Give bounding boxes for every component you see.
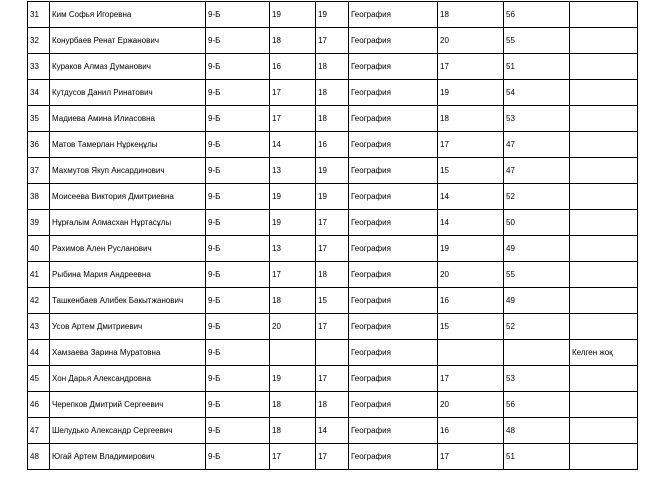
- student-name: Матов Тамерлан Нұркеңұлы: [50, 132, 206, 158]
- subject-cell: География: [349, 340, 438, 366]
- score-1: 19: [270, 184, 316, 210]
- subject-cell: География: [349, 444, 438, 470]
- row-number: 37: [28, 158, 50, 184]
- score-3: 16: [438, 418, 504, 444]
- score-2: 19: [316, 158, 349, 184]
- student-name: Кутдусов Данил Ринатович: [50, 80, 206, 106]
- subject-cell: География: [349, 418, 438, 444]
- student-name: Махмутов Якуп Ансардинович: [50, 158, 206, 184]
- total-score: 52: [504, 314, 570, 340]
- row-number: 46: [28, 392, 50, 418]
- score-1: 13: [270, 236, 316, 262]
- subject-cell: География: [349, 210, 438, 236]
- total-score: 50: [504, 210, 570, 236]
- class-cell: 9-Б: [206, 236, 270, 262]
- total-score: 56: [504, 2, 570, 28]
- score-2: 16: [316, 132, 349, 158]
- score-3: 15: [438, 314, 504, 340]
- subject-cell: География: [349, 28, 438, 54]
- score-3: 18: [438, 106, 504, 132]
- score-1: 13: [270, 158, 316, 184]
- row-number: 44: [28, 340, 50, 366]
- subject-cell: География: [349, 366, 438, 392]
- subject-cell: География: [349, 288, 438, 314]
- score-1: 19: [270, 2, 316, 28]
- row-number: 41: [28, 262, 50, 288]
- note-cell: [570, 158, 638, 184]
- class-cell: 9-Б: [206, 340, 270, 366]
- table-row: [28, 80, 638, 106]
- score-1: 19: [270, 366, 316, 392]
- table-row: [28, 158, 638, 184]
- note-cell: [570, 418, 638, 444]
- total-score: 47: [504, 132, 570, 158]
- score-3: 17: [438, 54, 504, 80]
- note-cell: [570, 54, 638, 80]
- class-cell: 9-Б: [206, 184, 270, 210]
- total-score: 47: [504, 158, 570, 184]
- class-cell: 9-Б: [206, 2, 270, 28]
- note-cell: [570, 236, 638, 262]
- class-cell: 9-Б: [206, 80, 270, 106]
- score-1: 16: [270, 54, 316, 80]
- subject-cell: География: [349, 132, 438, 158]
- results-sheet: [27, 1, 638, 470]
- subject-cell: География: [349, 158, 438, 184]
- score-3: [438, 340, 504, 366]
- score-1: 18: [270, 418, 316, 444]
- student-name: Черепков Дмитрий Сергеевич: [50, 392, 206, 418]
- table-row: [28, 54, 638, 80]
- score-3: 15: [438, 158, 504, 184]
- score-2: 17: [316, 366, 349, 392]
- table-row: [28, 418, 638, 444]
- row-number: 31: [28, 2, 50, 28]
- table-row: [28, 444, 638, 470]
- score-2: 18: [316, 106, 349, 132]
- score-2: 14: [316, 418, 349, 444]
- student-name: Кураков Алмаз Думанович: [50, 54, 206, 80]
- student-name: Югай Артем Владимирович: [50, 444, 206, 470]
- score-3: 20: [438, 392, 504, 418]
- table-row: [28, 184, 638, 210]
- note-cell: [570, 366, 638, 392]
- score-1: 17: [270, 262, 316, 288]
- score-2: 15: [316, 288, 349, 314]
- class-cell: 9-Б: [206, 28, 270, 54]
- student-name: Моисеева Виктория Дмитриевна: [50, 184, 206, 210]
- row-number: 40: [28, 236, 50, 262]
- table-row: [28, 106, 638, 132]
- note-cell: [570, 106, 638, 132]
- score-2: 18: [316, 392, 349, 418]
- student-name: Ким Софья Игоревна: [50, 2, 206, 28]
- table-row: [28, 366, 638, 392]
- score-2: 18: [316, 54, 349, 80]
- total-score: 53: [504, 366, 570, 392]
- score-2: 17: [316, 236, 349, 262]
- note-cell: [570, 288, 638, 314]
- class-cell: 9-Б: [206, 288, 270, 314]
- class-cell: 9-Б: [206, 158, 270, 184]
- subject-cell: География: [349, 106, 438, 132]
- class-cell: 9-Б: [206, 392, 270, 418]
- subject-cell: География: [349, 184, 438, 210]
- student-name: Ташкенбаев Алибек Бакытжанович: [50, 288, 206, 314]
- table-row: [28, 2, 638, 28]
- total-score: 54: [504, 80, 570, 106]
- student-name: Шелудько Александр Сергеевич: [50, 418, 206, 444]
- row-number: 48: [28, 444, 50, 470]
- table-row: [28, 262, 638, 288]
- subject-cell: География: [349, 80, 438, 106]
- score-3: 19: [438, 80, 504, 106]
- score-1: 17: [270, 444, 316, 470]
- row-number: 42: [28, 288, 50, 314]
- table-row: [28, 340, 638, 366]
- student-name: Рахимов Ален Русланович: [50, 236, 206, 262]
- class-cell: 9-Б: [206, 210, 270, 236]
- score-2: 17: [316, 210, 349, 236]
- score-1: 17: [270, 80, 316, 106]
- student-name: Рыбина Мария Андреевна: [50, 262, 206, 288]
- class-cell: 9-Б: [206, 366, 270, 392]
- student-name: Усов Артем Дмитриевич: [50, 314, 206, 340]
- score-2: 18: [316, 262, 349, 288]
- row-number: 47: [28, 418, 50, 444]
- table-row: [28, 132, 638, 158]
- row-number: 32: [28, 28, 50, 54]
- results-table: [27, 1, 638, 470]
- note-cell: [570, 210, 638, 236]
- total-score: 56: [504, 392, 570, 418]
- score-2: 17: [316, 28, 349, 54]
- student-name: Конурбаев Ренат Ержанович: [50, 28, 206, 54]
- student-name: Мадиева Амина Илиасовна: [50, 106, 206, 132]
- row-number: 39: [28, 210, 50, 236]
- class-cell: 9-Б: [206, 418, 270, 444]
- score-3: 19: [438, 236, 504, 262]
- note-cell: [570, 2, 638, 28]
- note-cell: [570, 392, 638, 418]
- note-cell: [570, 314, 638, 340]
- total-score: [504, 340, 570, 366]
- class-cell: 9-Б: [206, 54, 270, 80]
- class-cell: 9-Б: [206, 106, 270, 132]
- class-cell: 9-Б: [206, 132, 270, 158]
- score-3: 14: [438, 184, 504, 210]
- score-2: 19: [316, 184, 349, 210]
- subject-cell: География: [349, 392, 438, 418]
- score-1: 20: [270, 314, 316, 340]
- row-number: 45: [28, 366, 50, 392]
- score-1: 17: [270, 106, 316, 132]
- total-score: 53: [504, 106, 570, 132]
- note-cell: [570, 80, 638, 106]
- note-cell: [570, 184, 638, 210]
- score-2: 18: [316, 80, 349, 106]
- score-3: 17: [438, 366, 504, 392]
- subject-cell: География: [349, 236, 438, 262]
- class-cell: 9-Б: [206, 314, 270, 340]
- note-cell: [570, 28, 638, 54]
- table-row: [28, 288, 638, 314]
- score-3: 14: [438, 210, 504, 236]
- subject-cell: География: [349, 314, 438, 340]
- row-number: 34: [28, 80, 50, 106]
- score-2: 17: [316, 314, 349, 340]
- table-row: [28, 28, 638, 54]
- score-3: 20: [438, 262, 504, 288]
- score-1: 18: [270, 392, 316, 418]
- class-cell: 9-Б: [206, 262, 270, 288]
- table-row: [28, 392, 638, 418]
- score-1: 14: [270, 132, 316, 158]
- note-cell: [570, 132, 638, 158]
- score-1: [270, 340, 316, 366]
- class-cell: 9-Б: [206, 444, 270, 470]
- score-3: 17: [438, 444, 504, 470]
- note-cell: [570, 262, 638, 288]
- score-3: 17: [438, 132, 504, 158]
- score-2: 17: [316, 444, 349, 470]
- score-2: 19: [316, 2, 349, 28]
- score-3: 20: [438, 28, 504, 54]
- score-3: 18: [438, 2, 504, 28]
- table-row: [28, 210, 638, 236]
- score-1: 18: [270, 28, 316, 54]
- score-1: 18: [270, 288, 316, 314]
- score-1: 19: [270, 210, 316, 236]
- total-score: 51: [504, 444, 570, 470]
- note-cell: Келген жоқ: [570, 340, 638, 366]
- table-row: [28, 236, 638, 262]
- score-2: [316, 340, 349, 366]
- total-score: 49: [504, 236, 570, 262]
- row-number: 36: [28, 132, 50, 158]
- total-score: 55: [504, 28, 570, 54]
- student-name: Хамзаева Зарина Муратовна: [50, 340, 206, 366]
- score-3: 16: [438, 288, 504, 314]
- note-cell: [570, 444, 638, 470]
- subject-cell: География: [349, 262, 438, 288]
- student-name: Нұрғалым Алмасхан Нұртасұлы: [50, 210, 206, 236]
- total-score: 51: [504, 54, 570, 80]
- total-score: 52: [504, 184, 570, 210]
- subject-cell: География: [349, 54, 438, 80]
- row-number: 35: [28, 106, 50, 132]
- row-number: 43: [28, 314, 50, 340]
- row-number: 38: [28, 184, 50, 210]
- total-score: 55: [504, 262, 570, 288]
- table-row: [28, 314, 638, 340]
- student-name: Хон Дарья Александровна: [50, 366, 206, 392]
- total-score: 49: [504, 288, 570, 314]
- total-score: 48: [504, 418, 570, 444]
- subject-cell: География: [349, 2, 438, 28]
- row-number: 33: [28, 54, 50, 80]
